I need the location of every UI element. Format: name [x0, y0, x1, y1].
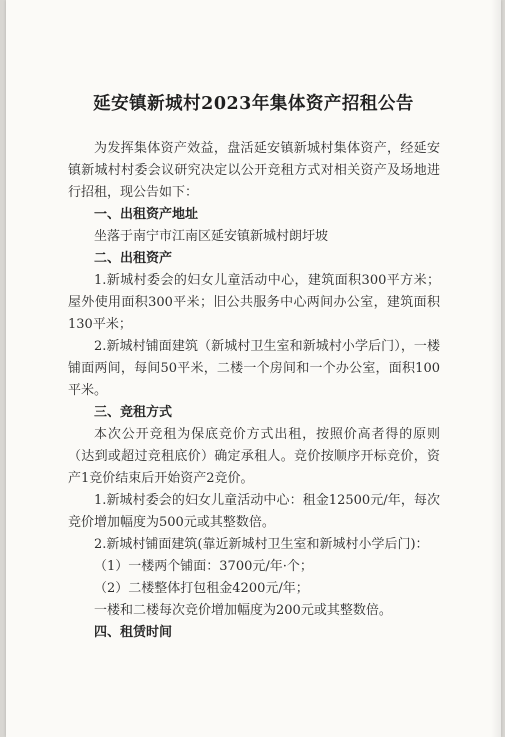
- section-heading-1: 一、出租资产地址: [94, 207, 199, 222]
- document-title: 延安镇新城村2023年集体资产招租公告: [93, 94, 414, 114]
- document-page: [6, 0, 501, 737]
- section-2-paragraph-2: 2.新城村铺面建筑（新城村卫生室和新城村小学后门），一楼铺面两间，每间50平米，二楼一个房间和一个办公室，面积100平米。: [68, 339, 440, 398]
- section-heading-3: 三、竞租方式: [94, 405, 173, 420]
- intro-paragraph: 为发挥集体资产效益，盘活延安镇新城村集体资产，经延安镇新城村村委会议研究决定以公开竞租方式对相关资产及场地进行招租，现公告如下：: [68, 141, 440, 200]
- section-1-paragraph-1: 坐落于南宁市江南区延安镇新城村朗圩坡: [94, 229, 329, 244]
- section-heading-4: 四、租赁时间: [94, 625, 173, 640]
- document-body: [68, 138, 440, 644]
- section-heading-2: 二、出租资产: [94, 251, 173, 266]
- section-3-paragraph-6: 一楼和二楼每次竞价增加幅度为200元或其整数倍。: [94, 603, 392, 618]
- section-3-paragraph-1: 本次公开竞租为保底竞价方式出租，按照价高者得的原则（达到或超过竞租底价）确定承租人。竞价按顺序开标竞价，资产1竞价结束后开始资产2竞价。: [68, 427, 440, 486]
- section-3-paragraph-2: 1.新城村委会的妇女儿童活动中心：租金12500元/年，每次竞价增加幅度为500元或其整数倍。: [68, 493, 440, 530]
- section-2-paragraph-1: 1.新城村委会的妇女儿童活动中心，建筑面积300平方米；屋外使用面积300平米；旧公共服务中心两间办公室，建筑面积130平米；: [68, 273, 440, 332]
- section-3-paragraph-5: （2）二楼整体打包租金4200元/年；: [94, 581, 309, 596]
- section-3-paragraph-3: 2.新城村铺面建筑(靠近新城村卫生室和新城村小学后门)：: [94, 537, 429, 552]
- section-3-paragraph-4: （1）一楼两个铺面：3700元/年·个；: [94, 559, 313, 574]
